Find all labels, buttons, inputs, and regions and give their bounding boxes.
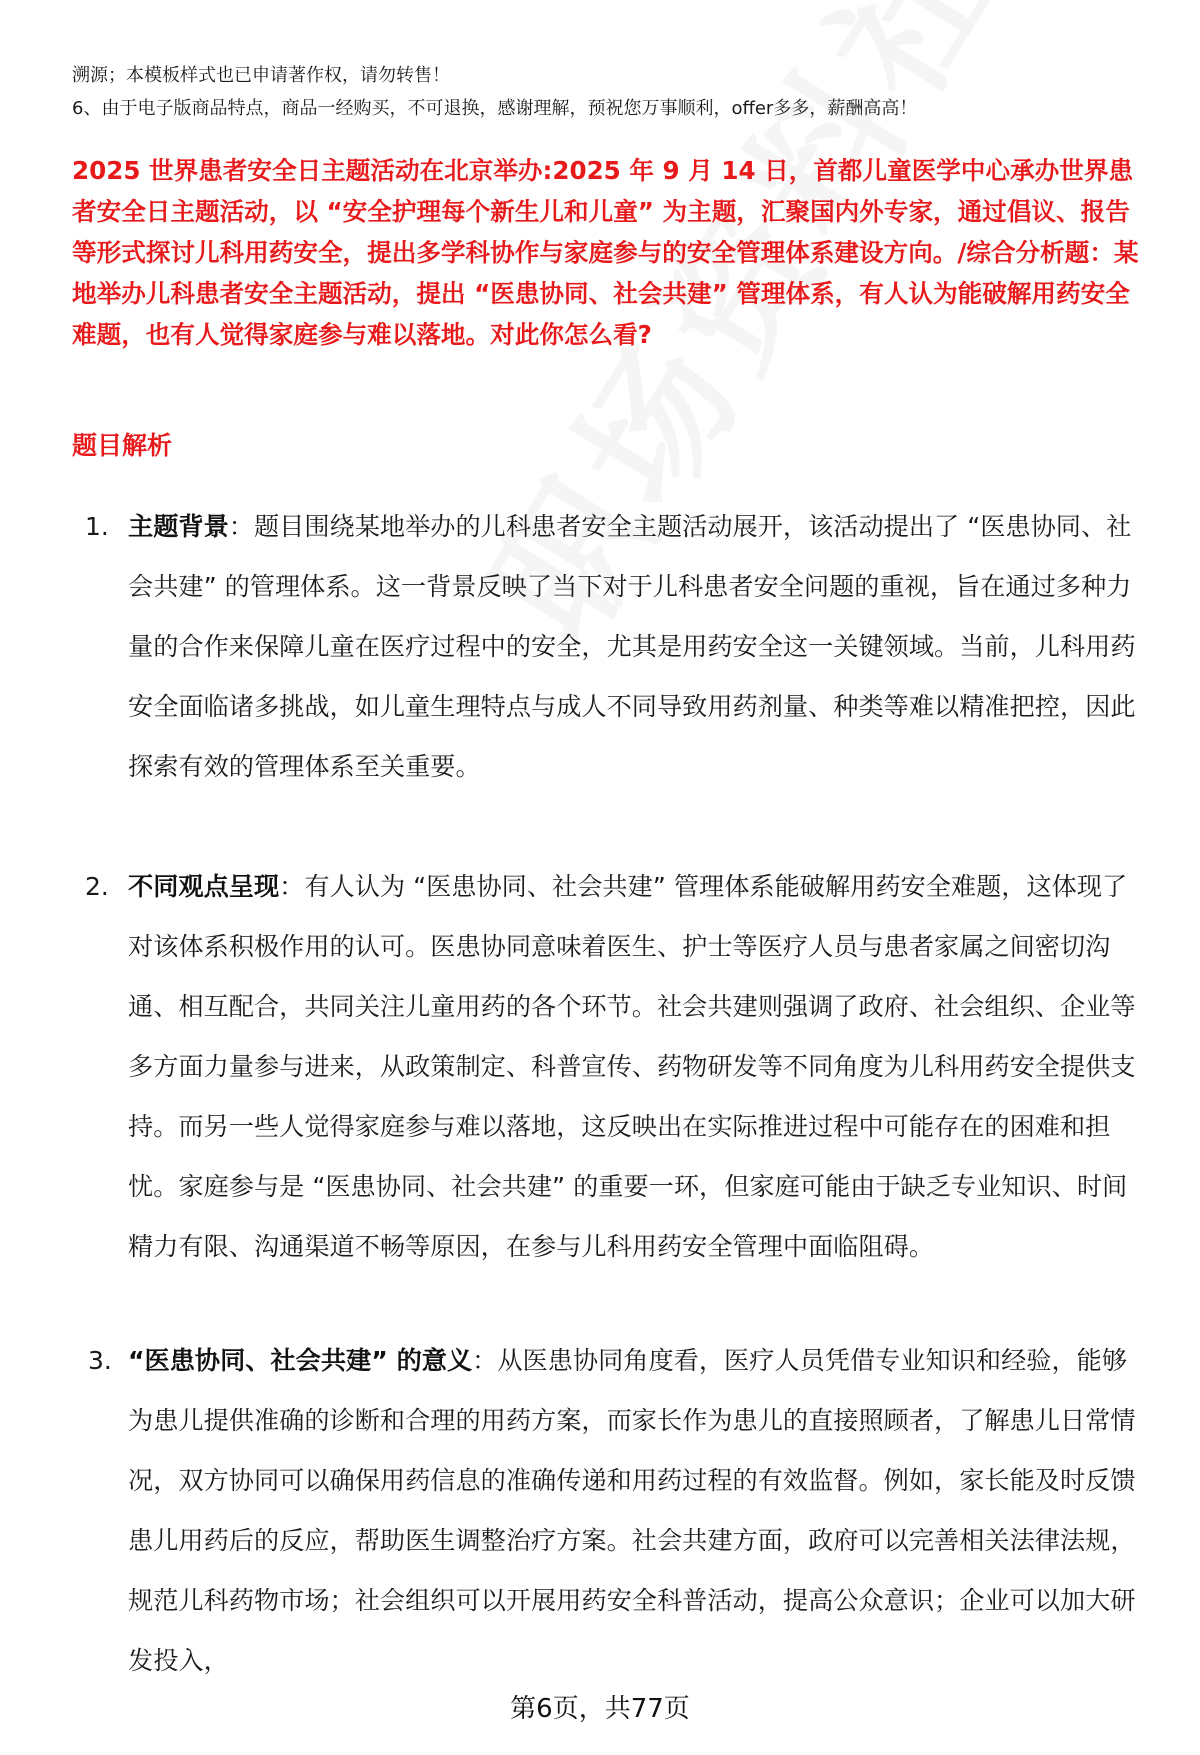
item-heading: 不同观点呈现 xyxy=(128,872,280,901)
item-text: ：题目围绕某地举办的儿科患者安全主题活动展开，该活动提出了 “医患协同、社会共建” 的管理体系。这一背景反映了当下对于儿科患者安全问题的重视，旨在通过多种力量的合作来保障儿童在医疗过程中的安全，尤其是用药安全这一关键领域。当前，儿科用药安全面临诸多挑战，如儿童生理特点与成人不同导致用药剂量、种类等难以精准把控，因此探索有效的管理体系至关重要。 xyxy=(128,512,1136,781)
question-headline: 2025 世界患者安全日主题活动在北京举办:2025 年 9 月 14 日，首都儿童医学中心承办世界患者安全日主题活动，以 “安全护理每个新生儿和儿童” 为主题，汇聚国内外专家，通过倡议、报告等形式探讨儿科用药安全，提出多学科协作与家庭参与的安全管理体系建设方向。/综合分析题：某地举办儿科患者安全主题活动，提出 “医患协同、社会共建” 管理体系，有人认为能破解用药安全难题，也有人觉得家庭参与难以落地。对此你怎么看? xyxy=(72,156,1139,349)
item-number: 3. xyxy=(88,1346,112,1375)
section-title: 题目解析 xyxy=(72,431,173,460)
item-number: 1. xyxy=(85,512,109,541)
item-text: ：有人认为 “医患协同、社会共建” 管理体系能破解用药安全难题，这体现了对该体系积极作用的认可。医患协同意味着医生、护士等医疗人员与患者家属之间密切沟通、相互配合，共同关注儿童用药的各个环节。社会共建则强调了政府、社会组织、企业等多方面力量参与进来，从政策制定、科普宣传、药物研发等不同角度为儿科用药安全提供支持。而另一些人觉得家庭参与难以落地，这反映出在实际推进过程中可能存在的困难和担忧。家庭参与是 “医患协同、社会共建” 的重要一环，但家庭可能由于缺乏专业知识、时间精力有限、沟通渠道不畅等原因，在参与儿科用药安全管理中面临阻碍。 xyxy=(128,872,1136,1261)
item-heading: “医患协同、社会共建” 的意义 xyxy=(128,1346,473,1375)
analysis-item xyxy=(85,857,1148,1277)
page-number: 第6页，共77页 xyxy=(510,1694,690,1724)
item-heading: 主题背景 xyxy=(128,512,229,541)
notice-line: 6、由于电子版商品特点，商品一经购买，不可退换，感谢理解，预祝您万事顺利，offer多多，薪酬高高！ xyxy=(72,98,918,119)
notice-line: 溯源；本模板样式也已申请著作权，请勿转售！ xyxy=(72,65,450,86)
item-text: ：从医患协同角度看，医疗人员凭借专业知识和经验，能够为患儿提供准确的诊断和合理的用药方案，而家长作为患儿的直接照顾者，了解患儿日常情况，双方协同可以确保用药信息的准确传递和用药过程的有效监督。例如，家长能及时反馈患儿用药后的反应，帮助医生调整治疗方案。社会共建方面，政府可以完善相关法律法规，规范儿科药物市场；社会组织可以开展用药安全科普活动，提高公众意识；企业可以加大研发投入， xyxy=(128,1346,1136,1675)
item-number: 2. xyxy=(85,872,109,901)
analysis-item xyxy=(85,497,1148,797)
analysis-item xyxy=(88,1331,1148,1691)
